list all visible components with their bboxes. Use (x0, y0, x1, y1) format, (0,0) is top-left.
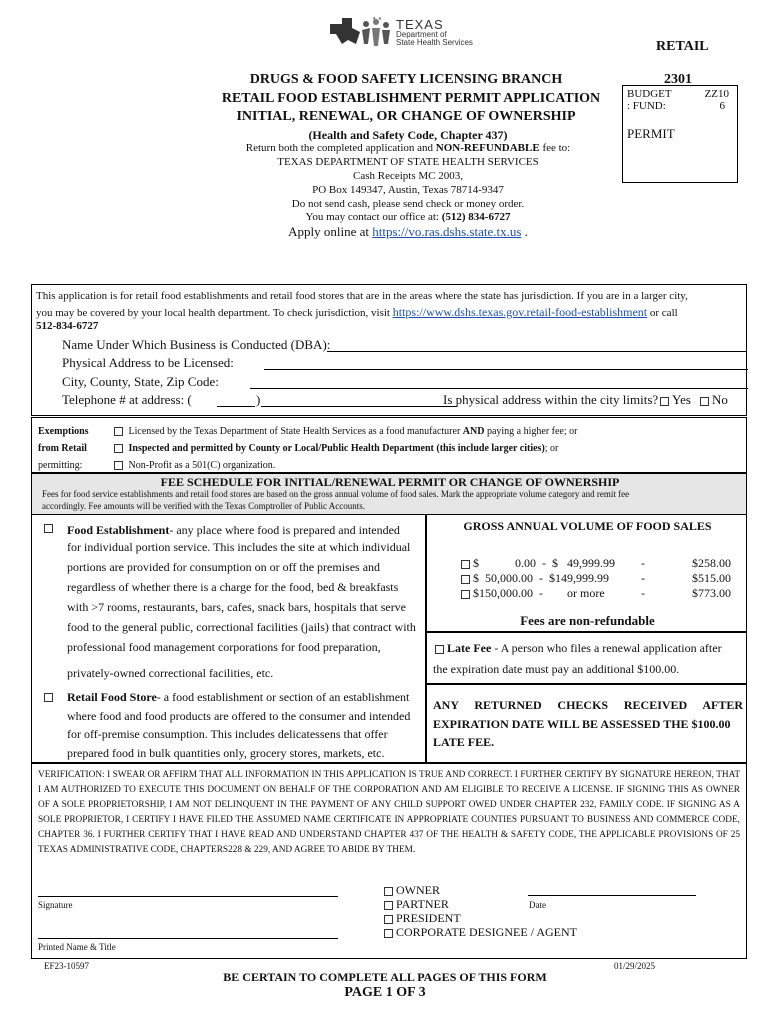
late-fee-box (426, 632, 747, 684)
address-line-4: Do not send cash, please send check or money order. (291, 198, 525, 210)
fee-row-1-dash: - (641, 556, 645, 570)
address-line-1: TEXAS DEPARTMENT OF STATE HEALTH SERVICES (277, 156, 539, 168)
page-number: PAGE 1 OF 3 (344, 985, 426, 1000)
returned-checks-notice (433, 696, 743, 752)
role-corporate-designee[interactable] (384, 925, 577, 939)
opt2-post: ; or (544, 443, 559, 454)
retail-label: RETAIL (656, 39, 709, 54)
opt3-text: Non-Profit as a 501(C) organization. (128, 460, 276, 471)
permit-label: PERMIT (627, 126, 675, 141)
title-initial-renewal: INITIAL, RENEWAL, OR CHANGE OF OWNERSHIP (236, 109, 576, 124)
rs-line-3: for off-premise consumption. This includes delicatessens that offer (67, 727, 388, 741)
fee-row-1-amount: $258.00 (692, 556, 731, 570)
return-instructions (200, 142, 616, 154)
retail-store-title: Retail Food Store (67, 690, 157, 704)
dshs-logo (328, 16, 488, 48)
role-owner-label: OWNER (396, 883, 440, 897)
gross-volume-title: GROSS ANNUAL VOLUME OF FOOD SALES (463, 519, 712, 533)
exemptions-labels (38, 423, 89, 474)
opt2-text: Inspected and permitted by County or Local/Public Health Department (this include larger cities) (128, 443, 545, 454)
apply-pre-text: Apply online at (288, 224, 373, 239)
rs-line-4: prepared food in bulk quantities only, grocery stores, markets, etc. (67, 745, 385, 760)
texas-logo-figures-icon (328, 16, 398, 48)
fe-line-5: with >7 rooms, restaurants, bars, cafes, snack bars, hospitals that serve (67, 600, 407, 614)
role-president-checkbox[interactable] (384, 915, 393, 924)
fund-label: : FUND: (627, 100, 666, 112)
fee-row-2[interactable] (461, 571, 731, 586)
county-inspected-checkbox[interactable] (114, 444, 123, 453)
physical-address-field[interactable] (264, 369, 748, 370)
role-corporate-label: CORPORATE DESIGNEE / AGENT (396, 925, 578, 939)
fe-line-6: food to the general public, correctional facilities (jails) that contract with (67, 620, 416, 634)
returned-line-3: LATE FEE. (433, 735, 495, 749)
budget-box (622, 85, 738, 183)
return-pre-text: Return both the completed application and (245, 142, 436, 154)
dba-label: Name Under Which Business is Conducted (DBA): (62, 337, 331, 352)
food-establishment-desc (67, 520, 417, 683)
fe-line-7: professional food management corporations for food preparation, (67, 640, 381, 654)
exemptions-label-1: Exemptions (38, 426, 89, 437)
fee-row-3-checkbox[interactable] (461, 590, 470, 599)
fee-row-1[interactable] (461, 556, 731, 571)
date-field[interactable] (528, 895, 696, 896)
returned-line-2: EXPIRATION DATE WILL BE ASSESSED THE $100.00 (433, 716, 731, 731)
fe-line-8: privately-owned correctional facilities, etc. (67, 666, 274, 680)
signature-label: Signature (38, 900, 73, 910)
exemption-nonprofit[interactable] (114, 457, 577, 474)
logo-text-dept: Department of (396, 30, 447, 39)
apply-post-text: . (521, 224, 528, 239)
role-partner-checkbox[interactable] (384, 901, 393, 910)
late-fee-title: Late Fee (447, 641, 492, 655)
fee-row-3[interactable] (461, 586, 731, 601)
gross-annual-volume-box (426, 514, 747, 632)
late-fee-text-1: - A person who files a renewal application after (491, 641, 722, 655)
applicant-info-box (31, 284, 747, 416)
telephone-label: Telephone # at address: ( (62, 392, 192, 407)
printed-name-field[interactable] (38, 938, 338, 939)
apply-online-line (200, 224, 616, 240)
exemptions-label-3: permitting: (38, 460, 83, 471)
returned-line-1: ANY RETURNED CHECKS RECEIVED AFTER (433, 698, 743, 712)
role-options (384, 883, 577, 939)
rs-line-1: - a food establishment or section of an establishment (156, 690, 410, 704)
fee-row-1-checkbox[interactable] (461, 560, 470, 569)
address-line-3: PO Box 149347, Austin, Texas 78714-9347 (312, 184, 504, 196)
role-partner[interactable] (384, 897, 577, 911)
intro-text-2: you may be covered by your local health department. To check jurisdiction, visit (36, 307, 393, 319)
no-checkbox[interactable] (700, 397, 709, 406)
form-date: 01/29/2025 (614, 961, 656, 971)
title-permit-application: RETAIL FOOD ESTABLISHMENT PERMIT APPLICATION (221, 91, 601, 106)
return-post-text: fee to: (539, 142, 571, 154)
opt1-pre: Licensed by the Texas Department of State Health Services as a food manufacturer (128, 426, 463, 437)
role-president-label: PRESIDENT (396, 911, 461, 925)
fee-schedule-sub-2: accordingly. Fee amounts will be verified with the Texas Comptroller of Public Accounts. (42, 501, 366, 511)
city-county-label: City, County, State, Zip Code: (62, 374, 219, 389)
apply-online-link[interactable]: https://vo.ras.dshs.state.tx.us (372, 224, 522, 239)
retail-food-store-desc (67, 688, 419, 762)
verification-text: VERIFICATION: I SWEAR OR AFFIRM THAT ALL INFORMATION IN THIS APPLICATION IS TRUE AND CORRECT. I FURTHER CERTIFY BY SIGNATURE HEREON, THAT I AM AUTHORIZED TO EXECUTE THIS DOCUMENT ON BEHALF OF THE CORPORATION AND AM ELIGIBLE TO RECEIVE A LICENSE. IF SIGNING THIS AS OWNER OF A SOLE PROPRIETORSHIP, I AM NOT DELINQUENT IN THE PAYMENT OF ANY CHILD SUPPORT OWED UNDER CHAPTER 232, FAMILY CODE. IF SIGNING AS A SOLE PROPRIETOR, I CERTIFY I HAVE FILED THE ASSUMED NAME CERTIFICATE IN APPROPRIATE COUNTIES PURSUANT TO BUSINESS AND COMMERCE CODE, CHAPTER 36. I FURTHER CERTIFY THAT I HAVE READ AND UNDERSTAND CHAPTER 437 OF THE HEALTH & SAFETY CODE, THE APPLICABLE PROVISIONS OF 25 TEXAS ADMINISTRATIVE CODE, CHAPTERS228 & 229, AND AGREE TO ABIDE BY THEM. (38, 770, 740, 855)
date-label: Date (529, 900, 546, 910)
food-establishment-checkbox[interactable] (44, 524, 53, 533)
late-fee-checkbox[interactable] (435, 645, 444, 654)
intro-line-1: This application is for retail food establishments and retail food stores that are in the areas where the state has jurisdiction. If you are in a larger city, (36, 290, 688, 302)
telephone-paren: ) (256, 392, 261, 407)
city-county-field[interactable] (250, 388, 748, 389)
fe-line-3: portions are provided for consumption on or off the premises and (67, 560, 381, 574)
role-president[interactable] (384, 911, 577, 925)
fund-value: 6 (719, 100, 725, 112)
fee-row-2-amount: $515.00 (692, 571, 731, 585)
telephone-area-code-field[interactable] (217, 406, 255, 407)
yes-checkbox[interactable] (660, 397, 669, 406)
exemptions-box (31, 417, 747, 473)
fee-row-2-checkbox[interactable] (461, 575, 470, 584)
fee-row-3-dash: - (641, 586, 645, 600)
exemption-county-inspected[interactable] (114, 440, 577, 457)
budget-value: ZZ10 (704, 88, 729, 100)
intro-line-2 (36, 305, 746, 320)
fee-row-2-dash: - (641, 571, 645, 585)
intro-phone: 512-834-6727 (36, 320, 99, 332)
food-establishment-title: Food Establishment (67, 523, 170, 537)
fees-nonrefundable: Fees are non-refundable (520, 613, 655, 628)
fee-row-1-range: $ 0.00 - $ 49,999.99 (473, 556, 615, 570)
opt1-bold: AND (462, 426, 485, 437)
contact-pre-text: You may contact our office at: (305, 211, 442, 223)
printed-name-label: Printed Name & Title (38, 942, 116, 952)
signature-field[interactable] (38, 896, 338, 897)
address-line-2: Cash Receipts MC 2003, (353, 170, 463, 182)
fee-schedule-heading: FEE SCHEDULE FOR INITIAL/RENEWAL PERMIT OR CHANGE OF OWNERSHIP (160, 475, 620, 489)
rs-line-2: where food and food products are offered to the consumer and intended (67, 708, 411, 723)
returned-checks-box (426, 684, 747, 763)
logo-text-shs: State Health Services (396, 38, 473, 47)
fee-schedule-sub-1: Fees for food service establishments and retail food stores are based on the gross annual volume of food sales. Mark the appropriate volume category and remit fee (42, 489, 630, 499)
no-label: No (712, 392, 728, 407)
jurisdiction-link[interactable]: https://www.dshs.texas.gov.retail-food-establishment (392, 305, 648, 319)
fee-row-2-range: $ 50,000.00 - $149,999.99 (473, 571, 609, 585)
city-limits-no[interactable] (700, 392, 728, 408)
city-limits-yes[interactable] (660, 392, 691, 408)
fe-line-1: - any place where food is prepared and intended (169, 523, 400, 537)
contact-phone: (512) 834-6727 (441, 211, 511, 223)
role-corporate-checkbox[interactable] (384, 929, 393, 938)
svg-text:★ ★: ★ ★ (372, 17, 383, 22)
form-number: EF23-10597 (44, 961, 89, 971)
complete-all-pages-note: BE CERTAIN TO COMPLETE ALL PAGES OF THIS FORM (223, 970, 547, 984)
code-reference: (Health and Safety Code, Chapter 437) (308, 128, 508, 142)
role-partner-label: PARTNER (396, 897, 449, 911)
opt1-post: paying a higher fee; or (484, 426, 578, 437)
fee-schedule-header (31, 473, 747, 515)
return-bold-text: NON-REFUNDABLE (435, 142, 540, 154)
nonprofit-checkbox[interactable] (114, 461, 123, 470)
exemptions-options (114, 423, 577, 474)
logo-text-texas: TEXAS (396, 17, 444, 32)
dba-field[interactable] (327, 351, 747, 352)
budget-label: BUDGET (627, 88, 672, 100)
title-branch: DRUGS & FOOD SAFETY LICENSING BRANCH (249, 72, 563, 87)
retail-food-store-checkbox[interactable] (44, 693, 53, 702)
verification-box (31, 763, 747, 959)
fee-row-3-range: $150,000.00 - or more (473, 586, 605, 600)
physical-address-label: Physical Address to be Licensed: (62, 355, 234, 370)
contact-line (200, 211, 616, 223)
telephone-number-field[interactable] (261, 406, 457, 407)
establishment-types (31, 514, 426, 763)
yes-label: Yes (672, 392, 691, 407)
late-fee-line-1 (435, 641, 722, 656)
exemption-manufacturer[interactable] (114, 423, 577, 440)
late-fee-line-2: the expiration date must pay an additional $100.00. (433, 662, 680, 676)
fee-row-3-amount: $773.00 (692, 586, 731, 600)
fe-line-4: regardless of whether there is a charge for the food, bed & breakfasts (67, 580, 399, 594)
fee-rows (461, 556, 731, 601)
form-code-2301: 2301 (664, 72, 692, 87)
manufacturer-checkbox[interactable] (114, 427, 123, 436)
exemptions-label-2: from Retail (38, 443, 87, 454)
intro-text-3: or call (647, 307, 678, 319)
city-limits-question: Is physical address within the city limits? (443, 392, 659, 407)
role-owner-checkbox[interactable] (384, 887, 393, 896)
fe-line-2: for individual portion service. This includes the site at which individual (67, 540, 411, 554)
